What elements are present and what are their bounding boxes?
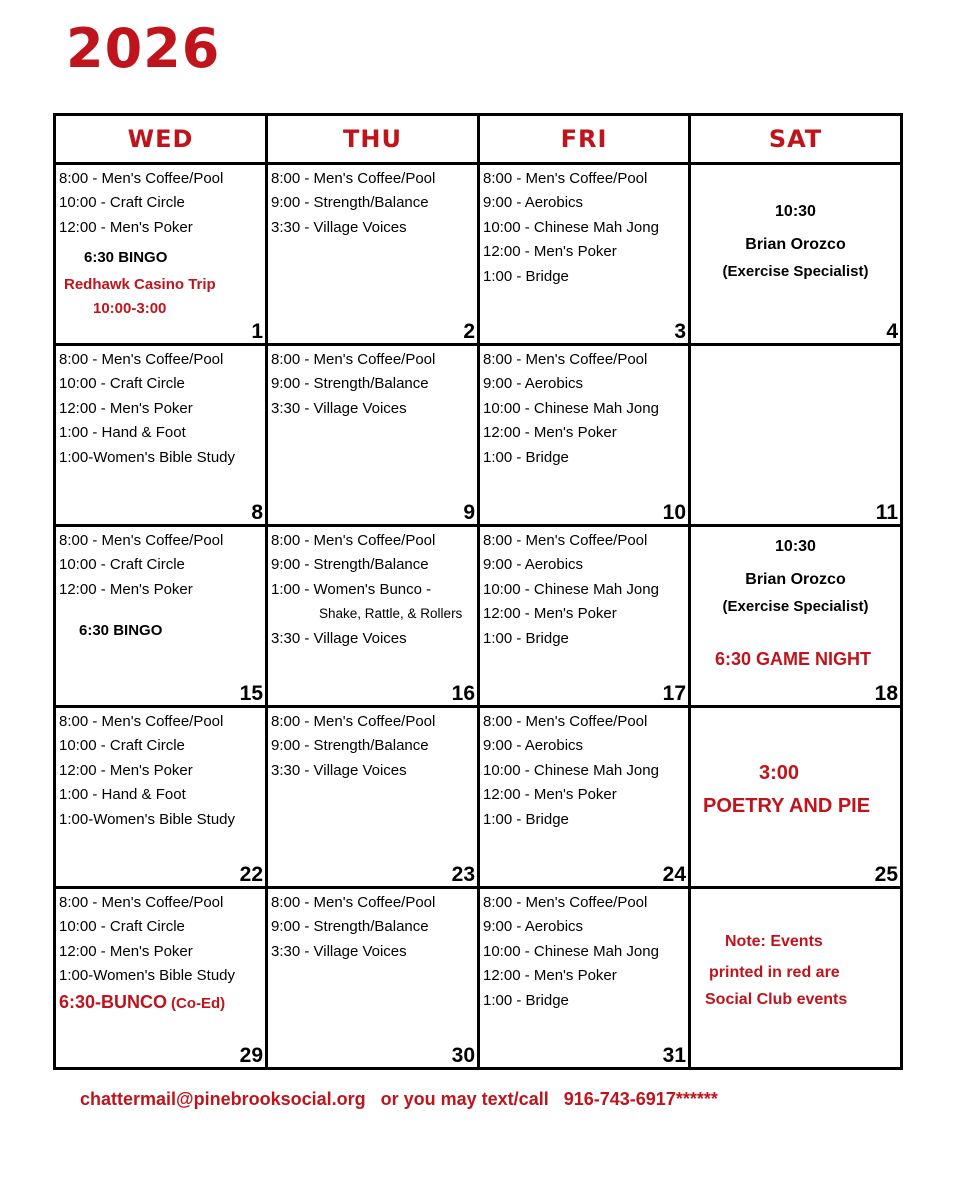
event-item: 9:00 - Aerobics	[483, 375, 584, 393]
day-header-row	[55, 115, 902, 164]
note-line: printed in red are	[709, 964, 840, 981]
event-item: 9:00 - Strength/Balance	[271, 375, 429, 393]
day-header-thu: THU	[267, 115, 479, 164]
day-cell-wed	[55, 164, 267, 345]
day-cell-body	[480, 708, 688, 886]
sat-event-time: 10:30	[775, 538, 816, 555]
event-item: 8:00 - Men's Coffee/Pool	[59, 532, 224, 549]
day-cell-thu	[267, 707, 479, 888]
day-cell-body	[56, 527, 265, 705]
day-cell-fri	[479, 164, 690, 345]
date-number: 18	[874, 682, 898, 705]
event-item: 10:00 - Chinese Mah Jong	[483, 580, 659, 598]
day-cell-body	[480, 346, 688, 524]
event-item: 12:00 - Men's Poker	[483, 243, 617, 261]
day-cell-body	[480, 165, 688, 343]
day-cell-thu	[267, 526, 479, 707]
date-number: 22	[239, 863, 263, 886]
sat-event-name: Brian Orozco	[745, 571, 846, 588]
event-item: 10:00 - Craft Circle	[59, 737, 185, 755]
event-item: 8:00 - Men's Coffee/Pool	[59, 170, 224, 187]
week-row	[55, 707, 902, 888]
event-item: 8:00 - Men's Coffee/Pool	[59, 713, 224, 730]
event-item: 3:30 - Village Voices	[271, 218, 407, 236]
event-item: 8:00 - Men's Coffee/Pool	[483, 170, 648, 187]
event-item: 8:00 - Men's Coffee/Pool	[59, 351, 224, 368]
event-item: 1:00 - Bridge	[483, 448, 569, 466]
event-item: 1:00 - Women's Bunco -	[271, 580, 432, 598]
date-number: 17	[662, 682, 686, 705]
day-cell-body	[480, 889, 688, 1067]
event-item: 1:00-Women's Bible Study	[59, 810, 236, 828]
day-cell-thu	[267, 345, 479, 526]
week-row	[55, 164, 902, 345]
sat-event-role: (Exercise Specialist)	[722, 263, 869, 280]
event-item: 1:00 - Bridge	[483, 629, 569, 647]
date-number: 25	[874, 863, 898, 886]
day-cell-body	[56, 889, 265, 1067]
day-cell-body	[691, 165, 900, 343]
footer-text: or you may text/call	[380, 1089, 549, 1109]
day-cell-sat	[690, 345, 902, 526]
event-list	[56, 708, 265, 832]
date-number: 24	[662, 863, 686, 886]
day-cell-body	[268, 165, 477, 343]
event-item: 12:00 - Men's Poker	[483, 424, 617, 442]
event-list	[56, 346, 265, 470]
bunco-event	[59, 992, 225, 1013]
event-item: 10:00 - Craft Circle	[59, 375, 185, 393]
event-item: 3:30 - Village Voices	[271, 761, 407, 779]
event-item: 1:00 - Hand & Foot	[59, 424, 186, 442]
event-item: 8:00 - Men's Coffee/Pool	[271, 894, 436, 911]
event-item: 3:30 - Village Voices	[271, 942, 407, 960]
event-item: 9:00 - Aerobics	[483, 918, 584, 936]
event-item: 12:00 - Men's Poker	[483, 967, 617, 985]
bunco-label: 6:30-BUNCO	[59, 992, 168, 1012]
day-cell-body	[56, 708, 265, 886]
day-cell-fri	[479, 526, 690, 707]
event-item: 1:00-Women's Bible Study	[59, 448, 236, 466]
event-list	[268, 346, 477, 421]
day-cell-body	[691, 708, 900, 886]
date-number: 8	[251, 501, 263, 524]
event-item: 12:00 - Men's Poker	[483, 786, 617, 804]
day-cell-wed	[55, 526, 267, 707]
day-cell-thu	[267, 888, 479, 1069]
event-item: 3:30 - Village Voices	[271, 399, 407, 417]
event-item: 1:00 - Hand & Foot	[59, 786, 186, 804]
event-item: 9:00 - Strength/Balance	[271, 194, 429, 212]
day-cell-body	[480, 527, 688, 705]
sat-event-time: 10:30	[775, 203, 816, 220]
event-item: 12:00 - Men's Poker	[59, 399, 193, 417]
day-cell-body	[268, 708, 477, 886]
day-cell-sat	[690, 164, 902, 345]
date-number: 29	[239, 1044, 263, 1067]
week-row	[55, 345, 902, 526]
date-number: 3	[674, 320, 686, 343]
event-item: 10:00 - Craft Circle	[59, 918, 185, 936]
event-list	[268, 708, 477, 783]
poetry-time: 3:00	[759, 762, 800, 784]
event-item: 8:00 - Men's Coffee/Pool	[271, 713, 436, 730]
note-line: Social Club events	[705, 991, 848, 1008]
casino-trip-time: 10:00-3:00	[93, 300, 167, 317]
day-header-sat: SAT	[690, 115, 902, 164]
day-cell-body	[56, 165, 265, 343]
event-list	[268, 889, 477, 964]
casino-trip-event: Redhawk Casino Trip	[64, 276, 216, 293]
footer-contact	[80, 1089, 718, 1110]
sat-event-name: Brian Orozco	[745, 236, 846, 253]
event-item: 10:00 - Chinese Mah Jong	[483, 761, 659, 779]
event-item: 12:00 - Men's Poker	[59, 942, 193, 960]
day-cell-fri	[479, 345, 690, 526]
day-cell-fri	[479, 888, 690, 1069]
event-list	[480, 708, 688, 832]
date-number: 30	[451, 1044, 475, 1067]
week-row	[55, 526, 902, 707]
event-item: 8:00 - Men's Coffee/Pool	[483, 351, 648, 368]
day-cell-fri	[479, 707, 690, 888]
event-item: 9:00 - Strength/Balance	[271, 918, 429, 936]
day-cell-sat	[690, 526, 902, 707]
bingo-event: 6:30 BINGO	[79, 622, 163, 639]
event-item: 12:00 - Men's Poker	[59, 580, 193, 598]
bingo-event: 6:30 BINGO	[84, 249, 168, 266]
date-number: 15	[239, 682, 263, 705]
date-number: 1	[251, 320, 263, 343]
date-number: 2	[463, 320, 475, 343]
day-cell-body	[56, 346, 265, 524]
event-item: 9:00 - Strength/Balance	[271, 737, 429, 755]
event-item: 9:00 - Aerobics	[483, 737, 584, 755]
date-number: 23	[451, 863, 475, 886]
day-cell-body	[268, 527, 477, 705]
poetry-event: POETRY AND PIE	[703, 795, 871, 817]
day-cell-thu	[267, 164, 479, 345]
event-item: 9:00 - Strength/Balance	[271, 556, 429, 574]
event-item: 1:00 - Bridge	[483, 267, 569, 285]
date-number: 9	[463, 501, 475, 524]
event-item: 12:00 - Men's Poker	[59, 761, 193, 779]
year-title: 2026	[66, 17, 221, 80]
day-header-wed: WED	[55, 115, 267, 164]
footer-email[interactable]: chattermail@pinebrooksocial.org	[80, 1089, 366, 1109]
day-cell-body	[691, 889, 900, 1067]
event-list	[56, 165, 265, 240]
date-number: 16	[451, 682, 475, 705]
event-list	[268, 527, 477, 651]
event-list	[56, 527, 265, 602]
day-cell-wed	[55, 707, 267, 888]
date-number: 10	[662, 501, 686, 524]
date-number: 11	[875, 501, 898, 524]
sat-event-role: (Exercise Specialist)	[722, 598, 869, 615]
event-list	[480, 165, 688, 289]
event-item: 8:00 - Men's Coffee/Pool	[271, 532, 436, 549]
event-item: 9:00 - Aerobics	[483, 556, 584, 574]
day-cell-body	[268, 889, 477, 1067]
event-list	[480, 889, 688, 1013]
footer-phone: 916-743-6917******	[563, 1089, 718, 1109]
event-list	[480, 346, 688, 470]
event-item: 1:00-Women's Bible Study	[59, 967, 236, 985]
event-item: 12:00 - Men's Poker	[59, 218, 193, 236]
event-item: 8:00 - Men's Coffee/Pool	[271, 170, 436, 187]
game-night-event: 6:30 GAME NIGHT	[715, 649, 872, 669]
event-item: 1:00 - Bridge	[483, 810, 569, 828]
event-list	[480, 527, 688, 651]
event-item: 10:00 - Craft Circle	[59, 556, 185, 574]
event-item: 1:00 - Bridge	[483, 991, 569, 1009]
event-item: 3:30 - Village Voices	[271, 629, 407, 647]
event-item: 10:00 - Craft Circle	[59, 194, 185, 212]
event-item: 10:00 - Chinese Mah Jong	[483, 218, 659, 236]
day-cell-body	[691, 346, 900, 524]
day-cell-wed	[55, 888, 267, 1069]
day-cell-sat	[690, 888, 902, 1069]
day-cell-wed	[55, 345, 267, 526]
date-number: 31	[662, 1044, 686, 1067]
event-item: 8:00 - Men's Coffee/Pool	[271, 351, 436, 368]
date-number: 4	[886, 320, 898, 343]
event-item: 8:00 - Men's Coffee/Pool	[483, 713, 648, 730]
calendar-grid	[53, 113, 903, 1070]
event-item: 10:00 - Chinese Mah Jong	[483, 399, 659, 417]
event-item: 8:00 - Men's Coffee/Pool	[483, 894, 648, 911]
event-item: 8:00 - Men's Coffee/Pool	[483, 532, 648, 549]
bunco-note: (Co-Ed)	[171, 995, 226, 1012]
event-item: 10:00 - Chinese Mah Jong	[483, 942, 659, 960]
event-list	[268, 165, 477, 240]
day-cell-sat	[690, 707, 902, 888]
event-item: 12:00 - Men's Poker	[483, 605, 617, 623]
day-header-fri: FRI	[479, 115, 690, 164]
event-list	[56, 889, 265, 989]
week-row	[55, 888, 902, 1069]
event-subtitle: Shake, Rattle, & Rollers	[319, 606, 463, 622]
day-cell-body	[268, 346, 477, 524]
event-item: 9:00 - Aerobics	[483, 194, 584, 212]
event-item: 8:00 - Men's Coffee/Pool	[59, 894, 224, 911]
note-line: Note: Events	[725, 933, 823, 950]
day-cell-body	[691, 527, 900, 705]
